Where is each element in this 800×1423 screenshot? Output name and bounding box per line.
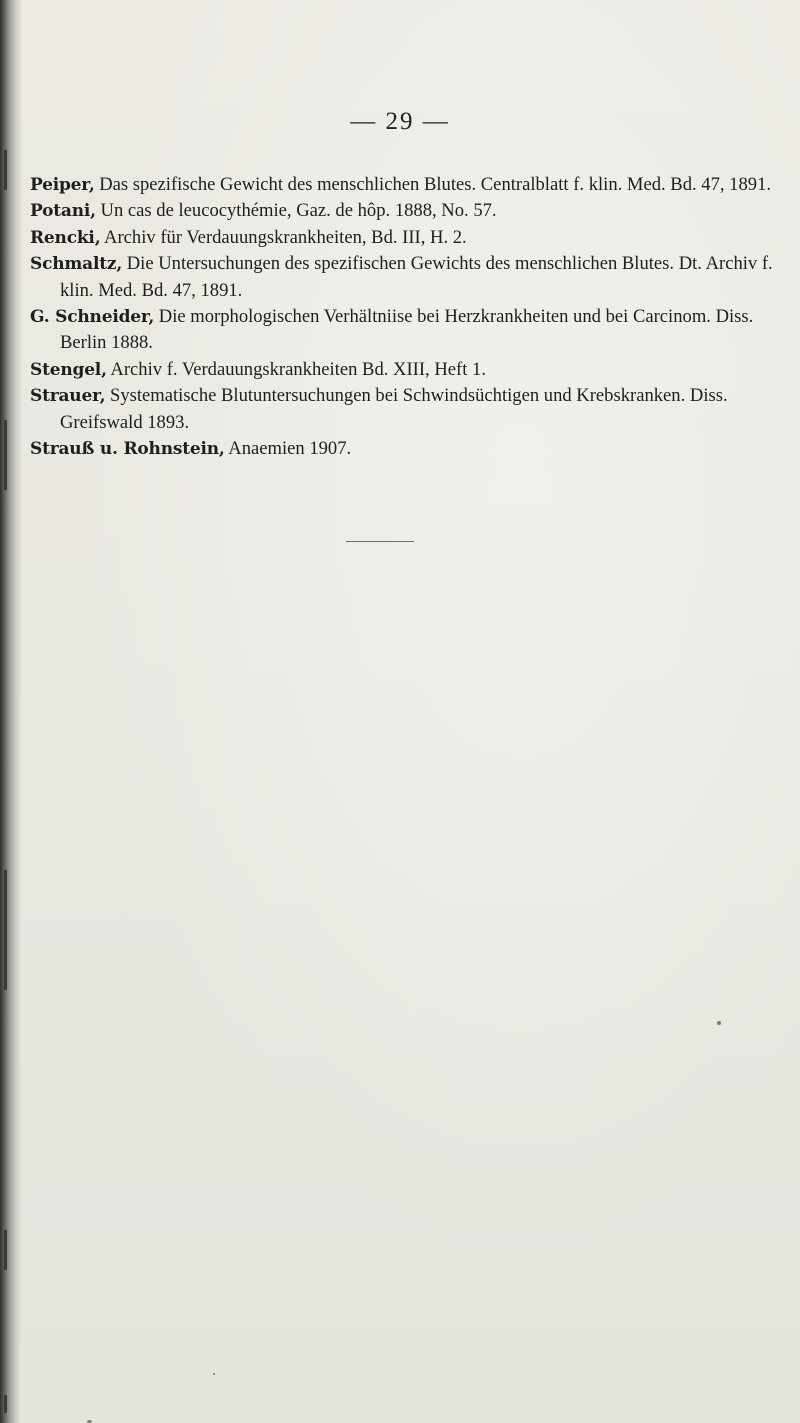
reference-text: Archiv für Verdauungskrankheiten, Bd. III, H. 2. (104, 226, 467, 248)
reference-list (30, 172, 790, 462)
reference-entry (30, 357, 790, 383)
reference-entry (30, 251, 790, 304)
reference-text: Systematische Blutuntersuchungen bei Schwindsüchtigen und Krebskranken. Diss. Greifswald 1893. (60, 385, 728, 433)
page-number: — 29 — (350, 108, 450, 135)
paper-speck (717, 1021, 721, 1025)
reference-author: Peiper, (30, 175, 95, 195)
reference-author: Potani, (30, 201, 96, 222)
reference-entry (30, 198, 790, 224)
spine-mark (4, 1230, 7, 1270)
reference-text: Anaemien 1907. (228, 438, 352, 460)
reference-entry (30, 172, 790, 198)
reference-entry (30, 436, 790, 462)
reference-text: Un cas de leucocythémie, Gaz. de hôp. 1888, No. 57. (100, 200, 497, 222)
reference-author: Strauer, (30, 386, 106, 407)
reference-author: Rencki, (30, 227, 101, 248)
book-spine-shadow (0, 0, 22, 1423)
spine-mark (4, 1395, 7, 1413)
spine-mark (4, 870, 7, 990)
paper-speck (213, 1373, 215, 1375)
spine-mark (4, 150, 7, 190)
reference-text: Archiv f. Verdauungskrankheiten Bd. XIII, Heft 1. (110, 358, 486, 380)
reference-entry (30, 225, 790, 251)
reference-entry (30, 383, 790, 436)
reference-author: G. Schneider, (30, 307, 155, 328)
reference-author: Schmaltz, (30, 254, 123, 275)
spine-mark (4, 420, 7, 490)
reference-text: Die morphologischen Verhältniise bei Herzkrankheiten und bei Carcinom. Diss. Berlin 1888. (60, 306, 754, 354)
end-rule (346, 541, 414, 542)
reference-author: Strauß u. Rohnstein, (30, 439, 225, 460)
reference-author: Stengel, (30, 359, 107, 380)
reference-entry (30, 304, 790, 357)
reference-text: Das spezifische Gewicht des menschlichen Blutes. Centralblatt f. klin. Med. Bd. 47, 1891. (99, 174, 772, 195)
reference-text: Die Untersuchungen des spezifischen Gewichts des menschlichen Blutes. Dt. Archiv f. klin. Med. Bd. 47, 1891. (60, 253, 773, 301)
